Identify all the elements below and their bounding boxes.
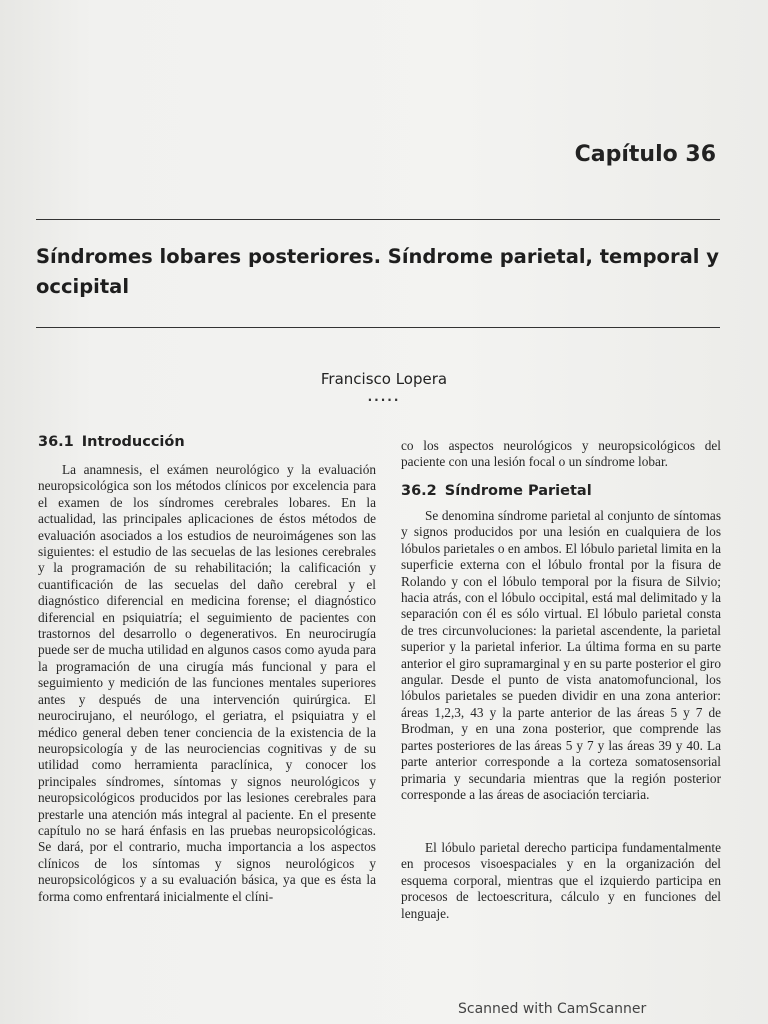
chapter-label: Capítulo 36 xyxy=(574,142,716,167)
section-title: Introducción xyxy=(81,434,185,450)
section-heading-parietal xyxy=(401,483,592,499)
top-rule xyxy=(36,219,720,220)
section-heading-introduccion xyxy=(38,434,185,450)
section-number: 36.2 xyxy=(401,483,437,499)
author-name: Francisco Lopera xyxy=(320,370,448,388)
scanner-watermark: Scanned with CamScanner xyxy=(458,1001,647,1017)
bottom-rule xyxy=(36,327,720,328)
chapter-title: Síndromes lobares posteriores. Síndrome parietal, temporal y occipital xyxy=(36,245,719,298)
intro-continuation: co los aspectos neurológicos y neuropsicológicos del paciente con una lesión focal o un síndrome lobar. xyxy=(401,438,721,470)
separator-dots: ..... xyxy=(367,390,401,404)
section-number: 36.1 xyxy=(38,434,74,450)
parietal-paragraph-1: Se denomina síndrome parietal al conjunto de síntomas y signos producidos por una lesión en cualquiera de los lóbulos parietales o en ambos. El lóbulo parietal limita en la superficie externa con el lóbulo frontal por la fisura de Rolando y con el lóbulo temporal por la fisura de Silvio; hacia atrás, con el lóbulo occipital, está mal delimitado y la separación con él es sólo virtual. El lóbulo parietal consta de tres circunvoluciones: la parietal ascendente, la parietal superior y la parietal inferior. La última forma en su parte anterior el giro supramarginal y en su parte posterior el giro angular. Desde el punto de vista anatomofuncional, los lóbulos parietales se pueden dividir en una zona anterior: áreas 1,2,3, 43 y la parte anterior de las áreas 5 y 7 de Brodman, y en una zona posterior, que comprende las partes posteriores de las áreas 5 y 7 y las áreas 39 y 40. La parte anterior corresponde a la corteza somatosensorial primaria y secundaria mientras que la región posterior corresponde a las áreas de asociación terciaria. xyxy=(401,508,721,802)
intro-paragraph: La anamnesis, el exámen neurológico y la evaluación neuropsicológica son los métodos clínicos por excelencia para el examen de los síndromes cerebrales lobares. En la actualidad, las principales aplicaciones de éstos métodos de evaluación asociados a los estudios de neuroimágenes son las siguientes: el estudio de las secuelas de las lesiones cerebrales y la programación de su rehabilitación; la calificación y cuantificación de las secuelas del daño cerebral y el diagnóstico diferencial en medicina forense; el diagnóstico diferencial en psiquiatría; el seguimiento de pacientes con trastornos del desarrollo o degenerativos. En neurocirugía puede ser de mucha utilidad en algunos casos como ayuda para la programación de una cirugía más funcional y para el seguimiento y medición de las funciones mentales superiores antes y después de una intervención quirúrgica. El neurocirujano, el neurólogo, el geriatra, el psiquiatra y el médico general deben tener conciencia de la existencia de la neuropsicología y de las neurociencias cognitivas y de su utilidad como herramienta paraclínica, y conocer los principales síndromes, síntomas y signos neurológicos y neuropsicológicos producidos por las lesiones cerebrales para prestarle una atención más integral al paciente. En el presente capítulo no se hará énfasis en las pruebas neuropsicológicas. Se dará, por el contrario, mucha importancia a los aspectos clínicos de los síntomas y signos neurológicos y neuropsicológicos y a su evaluación básica, ya que es ésta la forma como enfrentará inicialmente el clíni- xyxy=(38,462,376,904)
parietal-paragraph-2: El lóbulo parietal derecho participa fundamentalmente en procesos visoespaciales y en la organización del esquema corporal, mientras que el izquierdo participa en procesos de lectoescritura, cálculo y en funciones del lenguaje. xyxy=(401,840,721,921)
section-title: Síndrome Parietal xyxy=(444,483,592,499)
